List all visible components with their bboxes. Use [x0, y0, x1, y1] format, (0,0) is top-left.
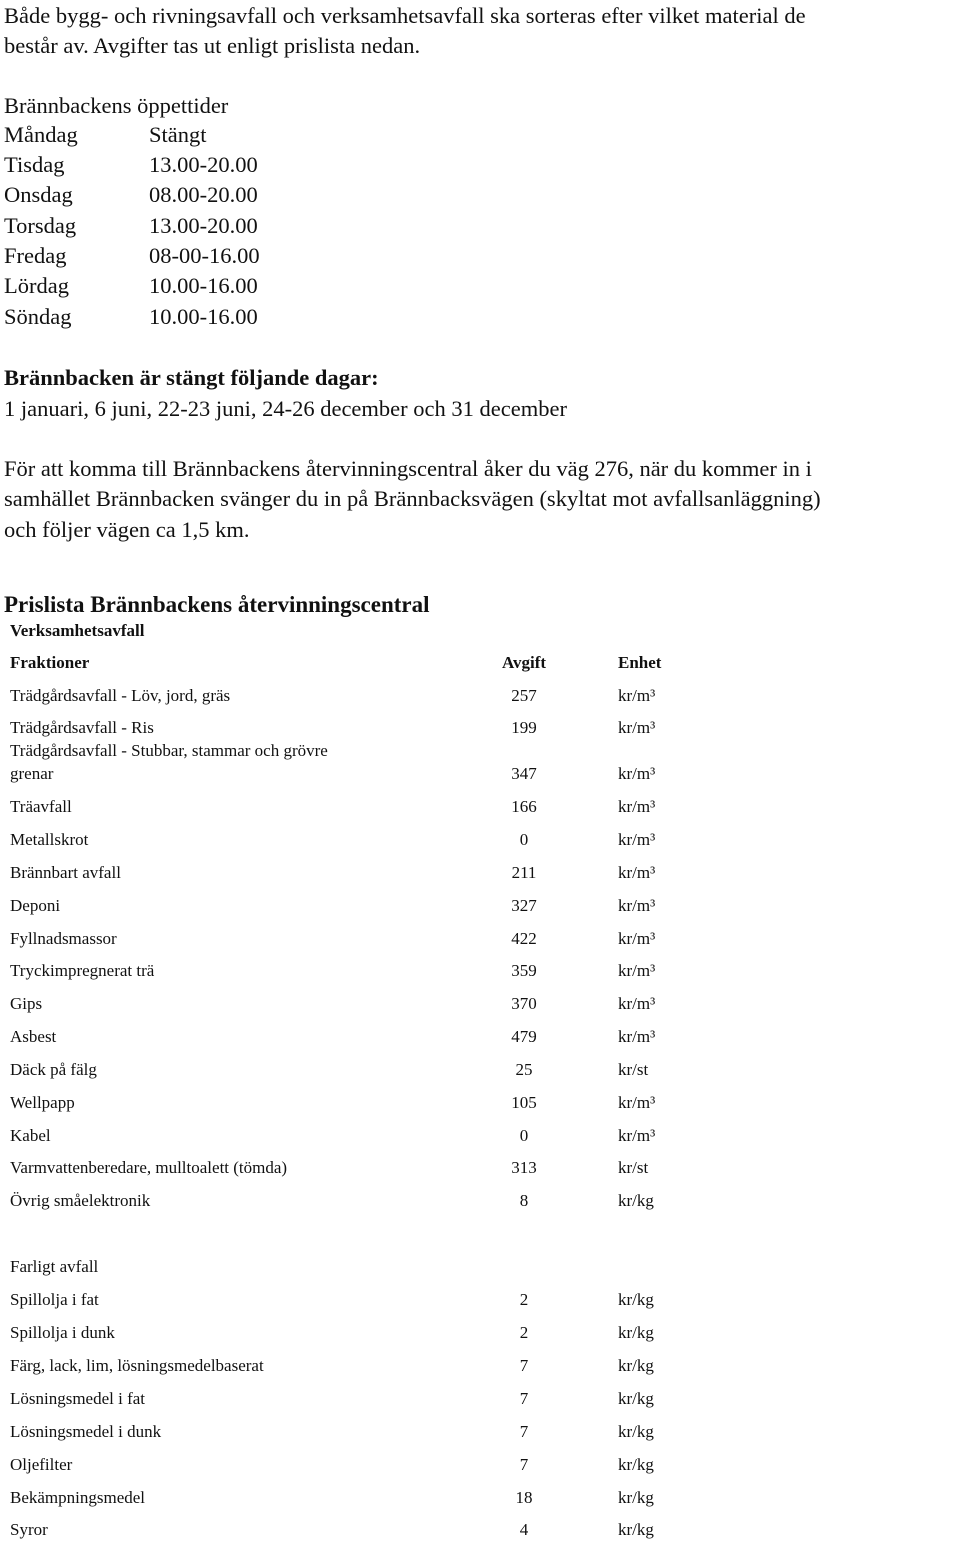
row-fee: 7 [519, 1455, 529, 1474]
row-unit: kr/kg [618, 1422, 654, 1441]
row-fee: 199 [511, 718, 537, 737]
row-unit: kr/m³ [618, 994, 656, 1013]
row-fee: 327 [511, 896, 537, 915]
row-fee: 105 [511, 1093, 537, 1112]
row-unit: kr/kg [618, 1323, 654, 1342]
hours-time: 10.00-16.00 [149, 273, 258, 298]
row-fee: 2 [519, 1290, 529, 1309]
row-unit: kr/kg [618, 1488, 654, 1507]
hours-title: Brännbackens öppettider [4, 93, 229, 118]
directions-line-1: För att komma till Brännbackens återvinningscentral åker du väg 276, när du kommer in i [4, 456, 812, 481]
hours-time: 08-00-16.00 [149, 243, 260, 268]
closed-dates: 1 januari, 6 juni, 22-23 juni, 24-26 december och 31 december [4, 396, 567, 421]
row-fee: 8 [519, 1191, 529, 1210]
row-name: Lösningsmedel i dunk [10, 1422, 162, 1441]
row-unit: kr/m³ [618, 1093, 656, 1112]
row-name: Syror [10, 1520, 48, 1539]
row-name: Fyllnadsmassor [10, 929, 117, 948]
hours-day: Måndag [4, 122, 78, 147]
row-name: Asbest [10, 1027, 57, 1046]
hours-time: 08.00-20.00 [149, 182, 258, 207]
row-name: Färg, lack, lim, lösningsmedelbaserat [10, 1356, 264, 1375]
row-name: Bekämpningsmedel [10, 1488, 146, 1507]
row-name: Metallskrot [10, 830, 89, 849]
hours-day: Torsdag [4, 213, 77, 238]
row-fee: 313 [511, 1158, 537, 1177]
row-fee: 7 [519, 1422, 529, 1441]
section-heading: Farligt avfall [10, 1257, 99, 1276]
row-fee: 18 [515, 1488, 533, 1507]
row-fee: 479 [511, 1027, 537, 1046]
closed-title: Brännbacken är stängt följande dagar: [4, 365, 379, 390]
row-name: Spillolja i dunk [10, 1323, 115, 1342]
row-unit: kr/kg [618, 1191, 654, 1210]
hours-time: Stängt [149, 122, 207, 147]
row-fee: 25 [515, 1060, 533, 1079]
row-name: Trädgårdsavfall - Stubbar, stammar och grövre [10, 741, 328, 760]
row-unit: kr/kg [618, 1290, 654, 1309]
row-name: Däck på fälg [10, 1060, 97, 1079]
row-fee: 257 [511, 686, 537, 705]
row-name: Spillolja i fat [10, 1290, 99, 1309]
row-fee: 7 [519, 1356, 529, 1375]
row-unit: kr/m³ [618, 830, 656, 849]
hours-day: Lördag [4, 273, 69, 298]
hours-day: Onsdag [4, 182, 73, 207]
intro-line-1: Både bygg- och rivningsavfall och verksamhetsavfall ska sorteras efter vilket material de [4, 3, 806, 28]
row-name: Träavfall [10, 797, 72, 816]
row-name-continued: grenar [10, 764, 54, 783]
row-name: Wellpapp [10, 1093, 75, 1112]
row-unit: kr/kg [618, 1389, 654, 1408]
row-fee: 422 [511, 929, 537, 948]
row-fee: 2 [519, 1323, 529, 1342]
row-unit: kr/m³ [618, 764, 656, 783]
row-unit: kr/st [618, 1158, 649, 1177]
row-name: Trädgårdsavfall - Ris [10, 718, 154, 737]
hours-time: 13.00-20.00 [149, 152, 258, 177]
row-name: Trädgårdsavfall - Löv, jord, gräs [10, 686, 231, 705]
row-fee: 347 [511, 764, 537, 783]
row-name: Lösningsmedel i fat [10, 1389, 146, 1408]
row-unit: kr/m³ [618, 1126, 656, 1145]
row-fee: 166 [511, 797, 537, 816]
hours-day: Söndag [4, 304, 72, 329]
row-unit: kr/kg [618, 1356, 654, 1375]
row-unit: kr/st [618, 1060, 649, 1079]
row-unit: kr/m³ [618, 961, 656, 980]
row-fee: 0 [519, 1126, 529, 1145]
section-heading: Verksamhetsavfall [10, 621, 145, 640]
hours-day: Fredag [4, 243, 67, 268]
column-header-fee: Avgift [501, 653, 547, 672]
hours-time: 13.00-20.00 [149, 213, 258, 238]
directions-line-3: och följer vägen ca 1,5 km. [4, 517, 250, 542]
pricelist-title: Prislista Brännbackens återvinningscentral [4, 592, 430, 617]
row-fee: 7 [519, 1389, 529, 1408]
row-unit: kr/m³ [618, 863, 656, 882]
row-name: Tryckimpregnerat trä [10, 961, 155, 980]
row-fee: 370 [511, 994, 537, 1013]
row-name: Varmvattenberedare, mulltoalett (tömda) [10, 1158, 288, 1177]
row-unit: kr/m³ [618, 929, 656, 948]
column-header-unit: Enhet [618, 653, 662, 672]
row-fee: 211 [511, 863, 537, 882]
hours-time: 10.00-16.00 [149, 304, 258, 329]
row-unit: kr/kg [618, 1520, 654, 1539]
row-name: Brännbart avfall [10, 863, 121, 882]
row-unit: kr/m³ [618, 718, 656, 737]
column-header-name: Fraktioner [10, 653, 90, 672]
directions-line-2: samhället Brännbacken svänger du in på Brännbacksvägen (skyltat mot avfallsanläggning) [4, 486, 821, 511]
row-name: Gips [10, 994, 43, 1013]
row-fee: 359 [511, 961, 537, 980]
row-fee: 4 [519, 1520, 529, 1539]
row-unit: kr/kg [618, 1455, 654, 1474]
row-name: Kabel [10, 1126, 51, 1145]
row-unit: kr/m³ [618, 797, 656, 816]
row-unit: kr/m³ [618, 686, 656, 705]
row-name: Oljefilter [10, 1455, 73, 1474]
row-name: Övrig småelektronik [10, 1191, 151, 1210]
hours-day: Tisdag [4, 152, 65, 177]
intro-line-2: består av. Avgifter tas ut enligt prislista nedan. [4, 33, 421, 58]
row-fee: 0 [519, 830, 529, 849]
row-unit: kr/m³ [618, 1027, 656, 1046]
row-name: Deponi [10, 896, 61, 915]
row-unit: kr/m³ [618, 896, 656, 915]
